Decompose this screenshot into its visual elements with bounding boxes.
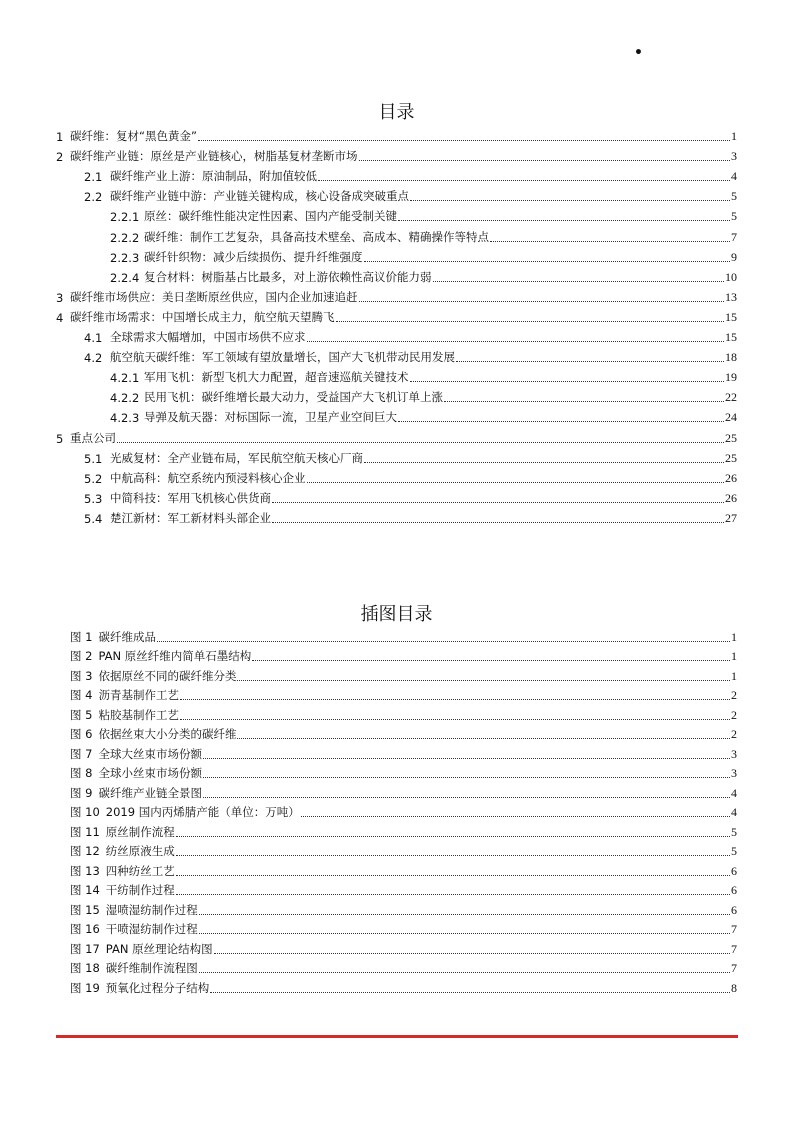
toc-entry-title: 碳纤维市场需求：中国增长成主力，航空航天望腾飞 — [70, 309, 335, 324]
toc-entry-title: 碳纤维产业上游：原油制品，附加值较低 — [110, 169, 317, 184]
figures-entry-number: 图 5 — [70, 707, 93, 722]
toc-entry-number: 3 — [56, 290, 64, 305]
toc-entry-page: 3 — [731, 149, 737, 164]
toc-list — [56, 124, 737, 526]
figures-entry-title: 纺丝原液生成 — [105, 844, 175, 858]
figures-entry-number: 图 15 — [70, 902, 100, 917]
figures-entry[interactable] — [56, 762, 737, 782]
toc-entry-number: 2.2.4 — [110, 270, 140, 285]
toc-entry-number: 5.1 — [84, 451, 103, 466]
figures-entry-page: 5 — [731, 844, 737, 858]
toc-entry[interactable] — [56, 265, 737, 285]
figures-entry-title: 干喷湿纺制作过程 — [105, 922, 198, 936]
figures-entry-title: 沥青基制作工艺 — [98, 688, 179, 702]
figures-entry-title: 碳纤维产业链全景图 — [98, 785, 202, 800]
dot-leader — [214, 953, 730, 954]
dot-leader — [364, 261, 731, 262]
page-mark: • — [634, 45, 643, 61]
figures-entry-number: 图 14 — [70, 883, 100, 897]
dot-leader — [272, 502, 724, 503]
toc-entry-number: 5 — [56, 431, 64, 446]
toc-entry[interactable] — [56, 224, 737, 244]
toc-entry-page: 27 — [725, 510, 737, 525]
toc-entry-page: 5 — [731, 209, 737, 224]
figures-entry-number: 图 16 — [70, 922, 100, 936]
toc-entry-number: 4.2.3 — [110, 411, 140, 426]
toc-entry-title: 光威复材：全产业链布局，军民航空航天核心厂商 — [110, 450, 363, 465]
toc-entry-page: 22 — [725, 390, 737, 405]
toc-entry-page: 13 — [725, 289, 737, 304]
dot-leader — [203, 758, 730, 759]
figures-entry-page: 4 — [731, 785, 737, 800]
figures-entry-title: 碳纤维成品 — [98, 629, 156, 644]
toc-entry[interactable] — [56, 124, 737, 144]
figures-entry[interactable] — [56, 957, 737, 977]
figures-entry-page: 1 — [731, 629, 737, 644]
figures-entry-number: 图 3 — [70, 668, 93, 683]
dot-leader — [237, 738, 730, 739]
toc-entry-number: 4.2.1 — [110, 371, 140, 386]
toc-entry-page: 19 — [725, 370, 737, 385]
toc-entry-number: 1 — [56, 130, 64, 145]
dot-leader — [444, 401, 724, 402]
toc-entry[interactable] — [56, 345, 737, 365]
figures-entry-title: PAN 原丝纤维内简单石墨结构 — [98, 649, 252, 663]
toc-entry-number: 4 — [56, 310, 64, 325]
figures-entry-page: 3 — [731, 746, 737, 761]
figures-entry[interactable] — [56, 918, 737, 938]
figures-entry[interactable] — [56, 684, 737, 704]
figure-index-list — [56, 625, 737, 996]
toc-entry-number: 2.2.3 — [110, 250, 140, 265]
figures-entry-page: 5 — [731, 824, 737, 839]
toc-entry-title: 楚江新材：军工新材料头部企业 — [110, 510, 271, 525]
toc-entry-number: 5.2 — [84, 471, 103, 486]
dot-leader — [336, 321, 725, 322]
dot-leader — [433, 281, 725, 282]
figures-entry-number: 图 7 — [70, 746, 93, 761]
dot-leader — [490, 241, 730, 242]
dot-leader — [359, 301, 725, 302]
toc-entry-number: 2.2 — [84, 190, 103, 205]
dot-leader — [307, 341, 725, 342]
toc-entry-title: 民用飞机：碳纤维增长最大动力，受益国产大飞机订单上涨 — [144, 390, 443, 405]
figures-entry-page: 6 — [731, 883, 737, 897]
toc-entry-number: 4.1 — [84, 331, 103, 346]
toc-entry-title: 碳纤维：制作工艺复杂，具备高技术壁垒、高成本、精确操作等特点 — [144, 229, 489, 244]
figures-entry-title: 粘胶基制作工艺 — [98, 707, 179, 722]
toc-entry-title: 导弹及航天器：对标国际一流，卫星产业空间巨大 — [144, 410, 397, 425]
toc-entry-number: 2.2.1 — [110, 210, 140, 225]
toc-entry-number: 5.3 — [84, 491, 103, 506]
toc-entry-number: 2 — [56, 150, 64, 165]
toc-entry-number: 2.1 — [84, 170, 103, 185]
dot-leader — [176, 836, 730, 837]
figures-entry[interactable] — [56, 879, 737, 899]
dot-leader — [359, 160, 731, 161]
toc-entry-page: 9 — [731, 249, 737, 264]
figures-entry-number: 图 12 — [70, 844, 100, 858]
toc-entry-page: 18 — [725, 350, 737, 365]
toc-entry-number: 4.2 — [84, 351, 103, 366]
toc-entry-title: 碳纤针织物：减少后续损伤、提升纤维强度 — [144, 249, 363, 264]
figures-entry[interactable] — [56, 664, 737, 684]
dot-leader — [252, 660, 730, 661]
dot-leader — [117, 442, 724, 443]
dot-leader — [301, 816, 730, 817]
dot-leader — [318, 180, 730, 181]
dot-leader — [176, 875, 730, 876]
figures-entry[interactable] — [56, 976, 737, 996]
toc-entry[interactable] — [56, 144, 737, 164]
toc-entry-page: 25 — [725, 450, 737, 465]
figures-entry[interactable] — [56, 840, 737, 860]
toc-entry[interactable] — [56, 164, 737, 184]
dot-leader — [180, 719, 730, 720]
figures-entry[interactable] — [56, 742, 737, 762]
toc-entry-page: 26 — [725, 490, 737, 505]
toc-entry-title: 全球需求大幅增加，中国市场供不应求 — [110, 330, 306, 345]
toc-entry-title: 碳纤维产业链中游：产业链关键构成，核心设备成突破重点 — [110, 189, 409, 204]
figures-entry-title: 全球小丝束市场份额 — [98, 766, 202, 780]
toc-entry[interactable] — [56, 285, 737, 305]
figures-entry-title: 依据丝束大小分类的碳纤维 — [98, 727, 237, 741]
dot-leader — [398, 220, 730, 221]
figures-entry-number: 图 10 — [70, 805, 100, 819]
figures-entry-page: 7 — [731, 961, 737, 975]
toc-entry-number: 5.4 — [84, 511, 103, 526]
figures-entry[interactable] — [56, 645, 737, 665]
dot-leader — [199, 933, 730, 934]
toc-entry[interactable] — [56, 305, 737, 325]
toc-entry[interactable] — [56, 506, 737, 526]
toc-entry-title: 军用飞机：新型飞机大力配置，超音速巡航关键技术 — [144, 370, 409, 385]
figures-entry-title: 2019 国内丙烯腈产能（单位：万吨） — [105, 805, 300, 819]
dot-leader — [364, 462, 724, 463]
figures-entry-page: 2 — [731, 707, 737, 722]
toc-entry[interactable] — [56, 365, 737, 385]
figures-entry[interactable] — [56, 625, 737, 645]
dot-leader — [210, 992, 730, 993]
figures-entry-title: 原丝制作流程 — [105, 824, 175, 839]
figures-entry-number: 图 19 — [70, 980, 100, 995]
figures-entry[interactable] — [56, 781, 737, 801]
figures-entry-number: 图 1 — [70, 629, 93, 644]
dot-leader — [237, 680, 730, 681]
toc-entry-title: 复合材料：树脂基占比最多，对上游依赖性高议价能力弱 — [144, 269, 432, 284]
toc-entry-page: 5 — [731, 189, 737, 204]
figures-entry-number: 图 4 — [70, 688, 93, 702]
figures-entry[interactable] — [56, 898, 737, 918]
figures-entry-title: 干纺制作过程 — [105, 883, 175, 897]
toc-entry-page: 24 — [725, 410, 737, 425]
toc-entry[interactable] — [56, 245, 737, 265]
figures-entry-number: 图 13 — [70, 863, 100, 878]
figures-entry-page: 3 — [731, 766, 737, 780]
figures-entry-page: 7 — [731, 941, 737, 956]
figures-entry-number: 图 11 — [70, 824, 100, 839]
figures-entry-page: 1 — [731, 649, 737, 663]
dot-leader — [410, 381, 725, 382]
figures-entry-number: 图 9 — [70, 785, 93, 800]
toc-entry-title: 航空航天碳纤维：军工领域有望放量增长，国产大飞机带动民用发展 — [110, 350, 455, 365]
figures-entry-number: 图 6 — [70, 727, 93, 741]
toc-entry-page: 26 — [725, 470, 737, 485]
figures-entry[interactable] — [56, 703, 737, 723]
dot-leader — [199, 914, 730, 915]
figures-entry-page: 6 — [731, 902, 737, 917]
toc-entry-title: 碳纤维：复材“黑色黄金” — [70, 129, 197, 144]
toc-entry-page: 10 — [725, 269, 737, 284]
figures-entry-title: 碳纤维制作流程图 — [105, 961, 198, 975]
figures-entry-page: 2 — [731, 688, 737, 702]
figures-entry-page: 2 — [731, 727, 737, 741]
figures-entry-page: 8 — [731, 980, 737, 995]
toc-entry-number: 4.2.2 — [110, 391, 140, 406]
toc-entry[interactable] — [56, 486, 737, 506]
figures-entry-page: 6 — [731, 863, 737, 878]
toc-entry[interactable] — [56, 405, 737, 425]
figures-entry-page: 4 — [731, 805, 737, 819]
toc-entry[interactable] — [56, 425, 737, 445]
dot-leader — [176, 855, 730, 856]
figures-entry-title: 依据原丝不同的碳纤维分类 — [98, 668, 237, 683]
figures-entry[interactable] — [56, 801, 737, 821]
figures-entry-number: 图 17 — [70, 941, 100, 956]
dot-leader — [180, 699, 730, 700]
dot-leader — [176, 894, 730, 895]
toc-entry-title: 中航高科：航空系统内预浸料核心企业 — [110, 470, 306, 485]
toc-entry-title: 碳纤维市场供应：美日垄断原丝供应，国内企业加速追赶 — [70, 289, 358, 304]
figures-entry-number: 图 2 — [70, 649, 93, 663]
dot-leader — [203, 777, 730, 778]
toc-entry-title: 碳纤维产业链：原丝是产业链核心，树脂基复材垄断市场 — [70, 149, 358, 164]
toc-entry-title: 重点公司 — [70, 430, 116, 445]
figures-entry-title: 全球大丝束市场份额 — [98, 746, 202, 761]
toc-entry-title: 原丝：碳纤维性能决定性因素、国内产能受制关键 — [144, 209, 397, 224]
figures-entry-title: 预氧化过程分子结构 — [105, 980, 210, 995]
toc-entry[interactable] — [56, 385, 737, 405]
toc-entry[interactable] — [56, 466, 737, 486]
toc-entry-number: 2.2.2 — [110, 230, 140, 245]
figures-entry[interactable] — [56, 859, 737, 879]
figure-index-heading: 插图目录 — [360, 604, 433, 625]
figures-entry-page: 7 — [731, 922, 737, 936]
toc-heading: 目录 — [378, 102, 415, 123]
figures-entry[interactable] — [56, 937, 737, 957]
dot-leader — [157, 641, 730, 642]
toc-entry-page: 15 — [725, 309, 737, 324]
figures-entry-title: 湿喷湿纺制作过程 — [105, 902, 198, 917]
toc-entry[interactable] — [56, 204, 737, 224]
figures-entry-title: 四种纺丝工艺 — [105, 863, 175, 878]
toc-entry[interactable] — [56, 446, 737, 466]
figures-entry-title: PAN 原丝理论结构图 — [105, 941, 213, 956]
toc-entry[interactable] — [56, 325, 737, 345]
dot-leader — [410, 200, 730, 201]
dot-leader — [307, 482, 725, 483]
toc-entry-page: 1 — [731, 129, 737, 144]
dot-leader — [398, 421, 724, 422]
figures-entry[interactable] — [56, 820, 737, 840]
toc-entry-page: 15 — [725, 330, 737, 345]
figures-entry-number: 图 8 — [70, 766, 93, 780]
toc-entry[interactable] — [56, 184, 737, 204]
footer-rule — [56, 1035, 738, 1038]
toc-entry-page: 4 — [731, 169, 737, 184]
dot-leader — [199, 972, 730, 973]
dot-leader — [198, 140, 730, 141]
dot-leader — [203, 797, 730, 798]
toc-entry-title: 中简科技：军用飞机核心供货商 — [110, 490, 271, 505]
figures-entry-page: 1 — [731, 668, 737, 683]
dot-leader — [456, 361, 724, 362]
toc-entry-page: 25 — [725, 430, 737, 445]
figures-entry-number: 图 18 — [70, 961, 100, 975]
figures-entry[interactable] — [56, 723, 737, 743]
dot-leader — [272, 522, 724, 523]
toc-entry-page: 7 — [731, 229, 737, 244]
